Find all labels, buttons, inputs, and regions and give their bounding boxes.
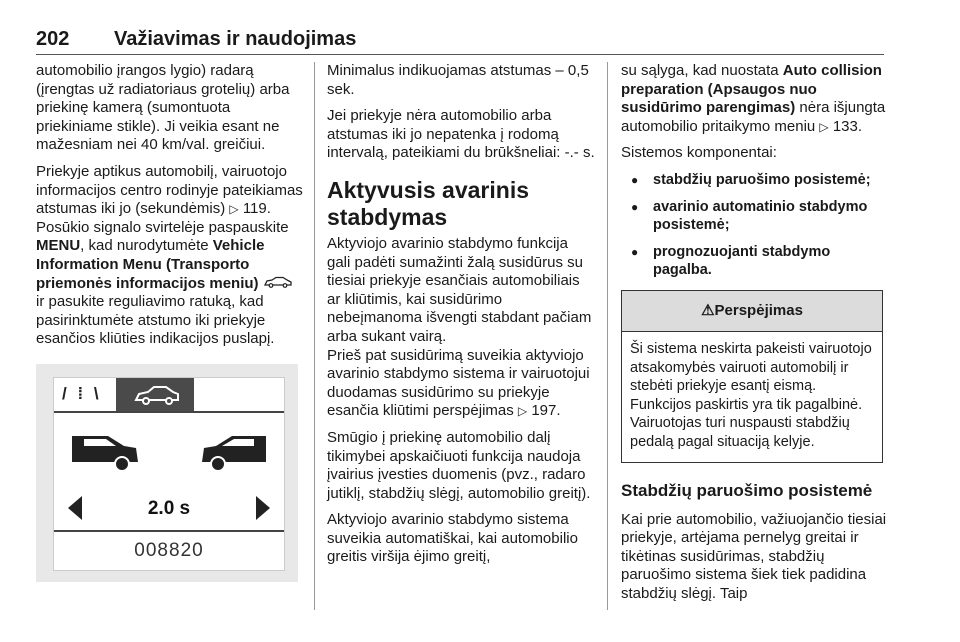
paragraph: su sąlyga, kad nuostata Auto collision preparation (Apsaugos nuo susidūrimo parengimas) nėra išjungta automobilio pritaikymo meniu ▷ 133.	[621, 62, 886, 135]
display-screen	[53, 377, 285, 571]
distance-value-row	[54, 490, 284, 530]
vehicles-graphic	[54, 414, 284, 488]
warning-header: ⚠Perspėjimas	[622, 291, 882, 332]
paragraph: Aktyviojo avarinio stabdymo sistema suveikia automatiškai, kai automobilio greitis viršija ėjimo greitį,	[327, 511, 578, 566]
column-middle	[327, 62, 595, 575]
distance-display-illustration	[36, 364, 298, 582]
page-number: 202	[36, 28, 70, 50]
paragraph: automobilio įrangos lygio) radarą (įrengtas už radiatoriaus grotelių) arba priekinę kamerą (sumontuota priekiniame stikle). Ji veikia esant ne mažesniam nei 40 km/val. greičiui.	[36, 62, 290, 154]
paragraph: Jei priekyje nėra automobilio arba atstumas iki jo nepatenka į rodomą intervalą, pateikiami du brūkšneliai: -.- s.	[327, 107, 595, 162]
column-divider	[314, 62, 315, 610]
list-item: ● prognozuojanti stabdymo pagalba.	[621, 243, 889, 280]
vehicle-ahead-icon	[202, 436, 266, 471]
warning-triangle-icon: ⚠	[701, 301, 715, 319]
subsection-heading: Stabdžių paruošimo posistemė	[621, 480, 873, 500]
menu-name: Vehicle Information Menu (Transporto priemonės informacijos meniu)	[36, 237, 265, 292]
setting-name: Auto collision preparation (Apsaugos nuo susidūrimo parengimas)	[621, 62, 882, 117]
paragraph: Sistemos komponentai:	[621, 144, 777, 162]
car-icon	[116, 378, 194, 411]
car-menu-icon	[263, 275, 293, 292]
distance-seconds-value: 2.0 s	[147, 498, 191, 519]
paragraph: Aktyviojo avarinio stabdymo funkcija gali padėti sumažinti žalą susidūrus su tiesiai priekyje esančiais automobiliais ar kliūtimis, kai susidūrimo nebeįmanoma išvengti stabdant pačiam arba sukant vairą.	[327, 234, 592, 345]
components-list	[621, 171, 889, 280]
odometer-value: 008820	[54, 530, 284, 570]
arrow-right-icon	[256, 496, 270, 520]
paragraph: Prieš pat susidūrimą suveikia aktyviojo avarinio stabdymo sistema ir vairuotojui duodamas susidūrimo su priekyje esančia kliūtimi perspėjimas ▷ 197.	[327, 346, 590, 420]
menu-button-label: MENU	[36, 237, 81, 255]
page-ref: 197	[531, 402, 557, 420]
list-item: ● avarinio automatinio stabdymo posistemė;	[621, 198, 889, 235]
page-ref-arrow-icon: ▷	[229, 202, 239, 217]
page-ref-arrow-icon: ▷	[819, 119, 829, 134]
section-heading: Aktyvusis avarinis stabdymas	[327, 176, 530, 230]
paragraph: Minimalus indikuojamas atstumas – 0,5 sek.	[327, 62, 589, 98]
own-car-rear-icon	[72, 436, 138, 471]
road-icon: / ⁞ \	[62, 384, 102, 403]
page-header	[36, 28, 884, 55]
page-ref-arrow-icon: ▷	[517, 404, 528, 419]
page-ref: 133	[832, 117, 858, 135]
paragraph: Priekyje aptikus automobilį, vairuotojo informacijos centro rodinyje pateikiamas atstumas iki jo (sekundėmis) ▷ 119. Posūkio signalo svirtelėje paspauskite MENU, kad nurodytumėte Vehicle Information Menu (Transporto priemonės informacijos meniu) ir pasukite reguliavimo ratuką, kad pasirinktumėte atstumo iki priekyje esančios kliūties indikacijos puslapį.	[36, 162, 303, 348]
list-item: ● stabdžių paruošimo posistemė;	[621, 171, 889, 190]
chapter-title: Važiavimas ir naudojimas	[114, 28, 357, 50]
column-left	[36, 62, 304, 357]
active-tab	[116, 378, 194, 411]
column-right	[621, 62, 889, 611]
page-ref: 119	[242, 200, 267, 218]
warning-box	[621, 290, 883, 463]
display-tab-bar	[54, 378, 284, 413]
paragraph: Kai prie automobilio, važiuojančio tiesiai priekyje, artėjama pernelyg greitai ir tikėtinas susidūrimas, stabdžių paruošimo sistema šiek tiek padidina stabdžių slėgį. Taip	[621, 510, 887, 602]
column-divider	[607, 62, 608, 610]
warning-text: Ši sistema neskirta pakeisti vairuotojo atsakomybės vairuoti automobilį ir stebėti priekyje esantį eismą. Funkcijos paskirtis yra tik pagalbinė. Vairuotojas turi nuspausti stabdžių pedalą pagal situaciją kelyje.	[630, 340, 872, 450]
paragraph: Smūgio į priekinę automobilio dalį tikimybei apskaičiuoti funkcija naudoja įvairius įvesties duomenis (pvz., radaro jutiklį, stabdžių slėgį, automobilio greitį).	[327, 428, 591, 502]
